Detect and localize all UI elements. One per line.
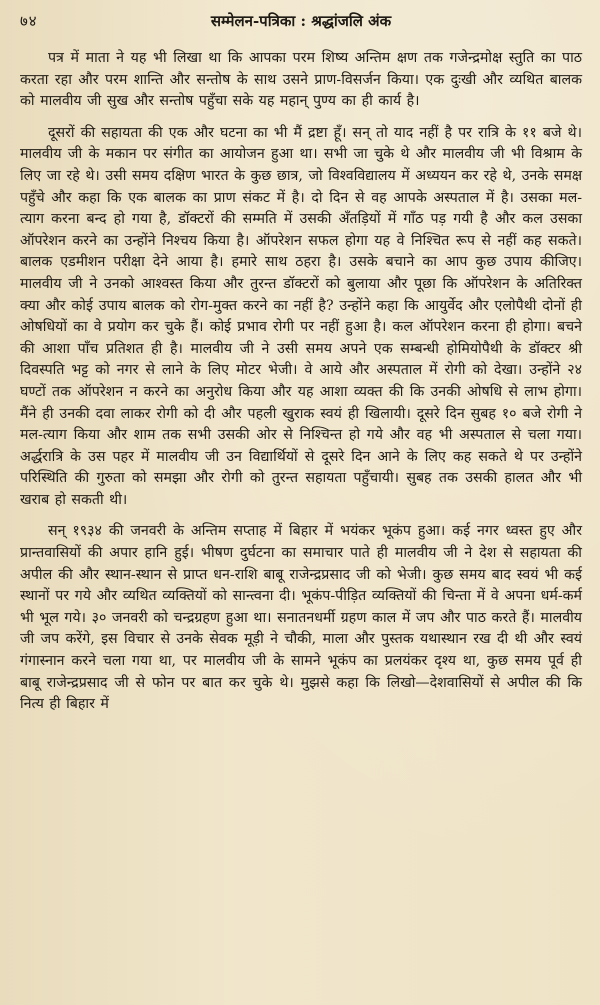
paragraph-1: पत्र में माता ने यह भी लिखा था कि आपका परम शिष्य अन्तिम क्षण तक गजेन्द्रमोक्ष स्तुति का पाठ करता रहा और परम शान्ति और सन्तोष के साथ उसने प्राण-विसर्जन किया। एक दुःखी और व्यथित बालक को मालवीय जी सुख और सन्तोष पहुँचा सके यह महान् पुण्य का ही कार्य है। xyxy=(20,50,582,110)
page-header xyxy=(20,8,582,34)
running-title: सम्मेलन-पत्रिका : श्रद्धांजलि अंक xyxy=(210,12,392,30)
body-text xyxy=(20,48,582,716)
paragraph-2: दूसरों की सहायता की एक और घटना का भी मैं द्रष्टा हूँ। सन् तो याद नहीं है पर रात्रि के ११ बजे थे। मालवीय जी के मकान पर संगीत का आयोजन हुआ था। सभी जा चुके थे और मालवीय जी भी विश्राम के लिए जा रहे थे। उसी समय दक्षिण भारत के कुछ छात्र, जो विश्वविद्यालय में अध्ययन कर रहे थे, उनके समक्ष पहुँचे और कहा कि एक बालक का प्राण संकट में है। दो दिन से वह आपके अस्पताल में है। उसका मल-त्याग करना बन्द हो गया है, डॉक्टरों की सम्मति में उसकी अँतड़ियों में गाँठ पड़ गयी है और कल उसका ऑपरेशन करने का उन्होंने निश्चय किया है। ऑपरेशन सफल होगा यह वे निश्चित रूप से नहीं कह सकते। बालक एडमीशन परीक्षा देने आया है। हमारे साथ ठहरा है। उसके बचाने का आप कुछ उपाय कीजिए। मालवीय जी ने उनको आश्वस्त किया और तुरन्त डॉक्टरों को बुलाया और पूछा कि ऑपरेशन के अतिरिक्त क्या और कोई उपाय बालक को रोग-मुक्त करने का नहीं है? उन्होंने कहा कि आयुर्वेद और एलोपैथी दोनों ही ओषधियों का वे प्रयोग कर चुके हैं। कोई प्रभाव रोगी पर नहीं हुआ है। कल ऑपरेशन करना ही होगा। बचने की आशा पाँच प्रतिशत ही है। मालवीय जी ने उसी समय अपने एक सम्बन्धी होमियोपैथी के डॉक्टर श्री दिवस्पति भट्ट को नगर से लाने के लिए मोटर भेजी। वे आये और अस्पताल में रोगी को देखा। उन्होंने २४ घण्टों तक ऑपरेशन न करने का अनुरोध किया और यह आशा व्यक्त की कि उनकी ओषधि से लाभ होगा। मैंने ही उनकी दवा लाकर रोगी को दी और पहली खुराक स्वयं ही खिलायी। दूसरे दिन सुबह १० बजे रोगी ने मल-त्याग किया और शाम तक सभी उसकी ओर से निश्चिन्त हो गये और वह भी अस्पताल से चला गया। अर्द्धरात्रि के उस पहर में मालवीय जी उन विद्यार्थियों से दूसरे दिन आने के लिए कह सकते थे पर उन्होंने परिस्थिति की गुरुता को समझा और रोगी को तुरन्त सहायता पहुँचायी। सुबह तक उसकी हालत और भी खराब हो सकती थी। xyxy=(20,124,582,508)
paragraph-3: सन् १९३४ की जनवरी के अन्तिम सप्ताह में बिहार में भयंकर भूकंप हुआ। कई नगर ध्वस्त हुए और प्रान्तवासियों की अपार हानि हुई। भीषण दुर्घटना का समाचार पाते ही मालवीय जी ने देश से सहायता की अपील की और स्थान-स्थान से प्राप्त धन-राशि बाबू राजेन्द्रप्रसाद जी को भेजी। कुछ समय बाद स्वयं भी कई स्थानों पर गये और व्यथित व्यक्तियों को सान्त्वना दी। भूकंप-पीड़ित व्यक्तियों की चिन्ता में वे अपना धर्म-कर्म भी भूल गये। ३० जनवरी को चन्द्रग्रहण हुआ था। सनातनधर्मी ग्रहण काल में जप और पाठ करते हैं। मालवीय जी जप करेंगे, इस विचार से उनके सेवक मूड़ी ने चौकी, माला और पुस्तक यथास्थान रख दी थी और स्वयं गंगास्नान करने चला गया था, पर मालवीय जी के सामने भूकंप का प्रलयंकर दृश्य था, कुछ समय पूर्व ही बाबू राजेन्द्रप्रसाद जी से फोन पर बात कर चुके थे। मुझसे कहा कि लिखो—देशवासियों से अपील की कि नित्य ही बिहार में xyxy=(20,523,582,713)
page-number: ७४ xyxy=(20,12,38,30)
